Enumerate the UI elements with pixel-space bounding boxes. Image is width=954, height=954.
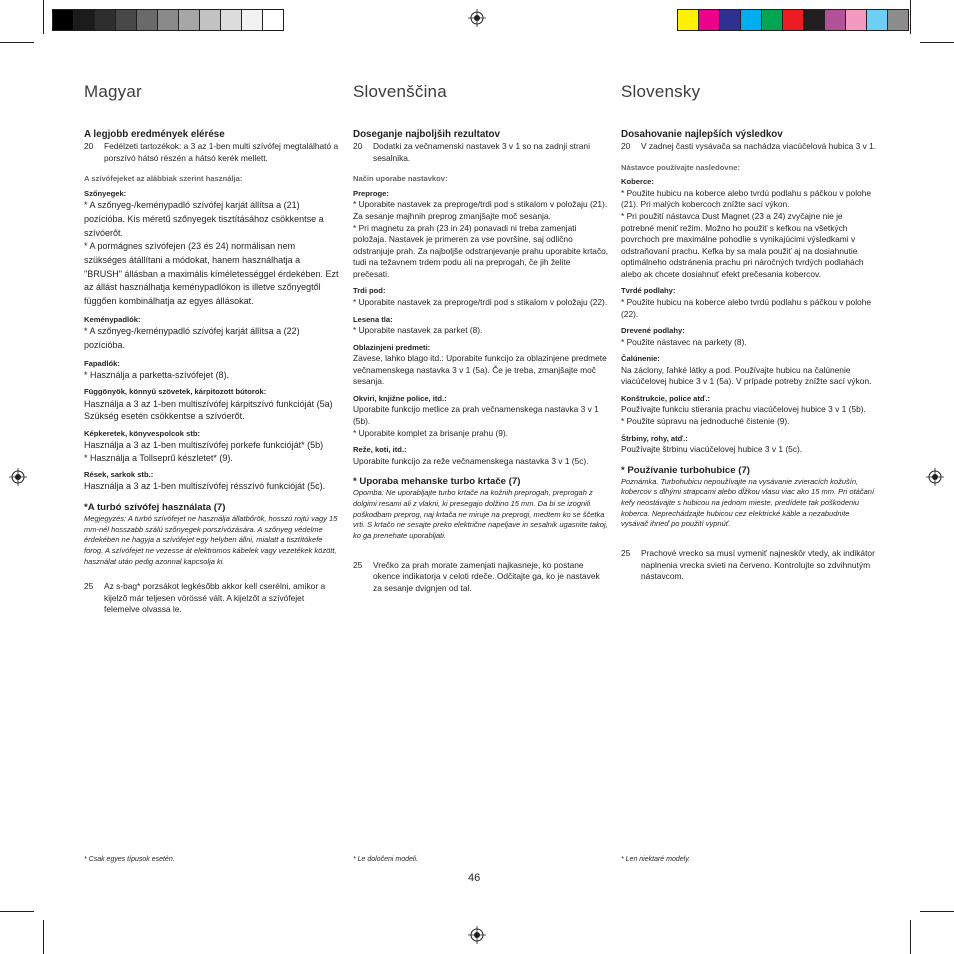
crop-mark <box>910 0 911 34</box>
turbo-heading: * Používanie turbohubice (7) <box>621 464 750 476</box>
nozzle-text: Szükség esetén csökkentse a szívóerőt. <box>84 411 245 422</box>
item-number: 20 <box>353 141 363 152</box>
registration-mark-icon <box>468 926 486 944</box>
crop-mark <box>0 42 34 43</box>
nozzle-text: Zavese, lahko blago itd.: Uporabite funkcijo za oblazinjene predmete večnamenskega nastavka 3 v 1 (5a). Če je treba, zmanjšajte moč sesanja. <box>353 353 607 387</box>
nozzle-text: * Uporabite nastavek za parket (8). <box>353 325 483 336</box>
nozzle-label: Drevené podlahy: <box>621 326 685 336</box>
footnote: * Csak egyes típusok esetén. <box>84 856 175 863</box>
nozzle-text: * Použite nástavec na parkety (8). <box>621 336 747 347</box>
color-swatch <box>73 9 95 31</box>
item-number: 25 <box>621 548 631 559</box>
nozzle-label: Fapadlók: <box>84 358 120 368</box>
nozzle-text: * A pormágnes szívófejen (23 és 24) normálisan nem szükséges átállítani a módokat, hanem használhatja a "BRUSH" állásban a maximális kíméletességgel érdekében. Ezt az állást használhatja keménypadlókon is illetve szőnyegtől függően kombinálhatja az egyes állásokat. <box>84 241 339 307</box>
turbo-note: Megjegyzés: A turbó szívófejet ne használja állatbőrök, hosszú rojtú vagy 15 mm-nél hosszabb szálú szőnyegek porszívózására. A szőnyeg védelme érdekében ne hagyja a szívófejet egy helyben állni, mialatt a tisztítókefe forog. A szívófejet ne vezesse át elektromos kábelek vagy vezetékek között, használat után pedig azonnal kapcsolja ki. <box>84 514 338 566</box>
color-swatch <box>803 9 825 31</box>
nozzle-label: Čalúnenie: <box>621 354 660 364</box>
nozzle-text: * Použite súpravu na jednoduché čistenie (9). <box>621 415 790 426</box>
item-number: 20 <box>84 141 94 152</box>
crop-mark <box>43 0 44 34</box>
color-swatch <box>719 9 741 31</box>
item-text: Dodatki za večnamenski nastavek 3 v 1 so na zadnji strani sesalnika. <box>373 141 590 163</box>
subheading: Nástavce používajte nasledovne: <box>621 162 741 172</box>
color-swatch <box>740 9 762 31</box>
numbered-item <box>84 581 340 616</box>
item-text: Vrečko za prah morate zamenjati najkasneje, ko postane okence indikatorja v celoti rdeče. Odčitajte ga, ko je nastavek za sesanje dvignjen od tal. <box>373 559 600 593</box>
nozzle-text: * Használja a parketta-szívófejet (8). <box>84 369 230 380</box>
color-swatch <box>199 9 221 31</box>
nozzle-text: Uporabite funkcijo metlice za prah večnamenskega nastavka 3 v 1 (5b). <box>353 404 599 426</box>
nozzle-text: * Pri magnetu za prah (23 in 24) ponavadi ni treba zamenjati položaja. Nastavek je primeren za vse površine, saj odlično odstranjuje prah. Za najboljše odstranjevanje prahu uporabite krtačo, tudi na težavnem trdem podu ali na preprogah, če jih želite prečesati. <box>353 222 609 279</box>
column-hungarian <box>84 80 340 616</box>
subheading: A szívófejeket az alábbiak szerint használja: <box>84 174 243 184</box>
turbo-heading: * Uporaba mehanske turbo krtače (7) <box>353 476 521 488</box>
nozzle-text: * Uporabite nastavek za preproge/trdi pod s stikalom v položaju (22). <box>353 296 608 307</box>
nozzle-label: Tvrdé podlahy: <box>621 286 676 296</box>
registration-mark-icon <box>926 468 944 486</box>
nozzle-text: * Pri použití nástavca Dust Magnet (23 a 24) zvyčajne nie je potrebné meniť režim. Možno ho použiť s kefkou na všetkých povrchoch pre maximálne pohodlie s vynikajúcimi výsledkami v odstraňovaní prachu. Kefka by sa mala použiť aj na dosiahnutie optimálneho odstránenia prachu pri náročných tvrdých podlahách alebo ak chcete dosiahnuť efekt prečesania kobercov. <box>621 210 864 279</box>
subheading: Način uporabe nastavkov: <box>353 174 448 184</box>
nozzle-label: Szőnyegek: <box>84 188 127 198</box>
registration-mark-icon <box>468 9 486 27</box>
color-swatch <box>866 9 888 31</box>
section-heading: Dosahovanie najlepších výsledkov <box>621 129 783 141</box>
crop-mark <box>910 920 911 954</box>
color-swatch <box>782 9 804 31</box>
color-swatch <box>241 9 263 31</box>
numbered-item <box>84 141 340 164</box>
nozzle-text: Na záclony, ľahké látky a pod. Používajte hubicu na čalúnenie viacúčelovej hubice 3 v 1 (5a). V prípade potreby znížte sací výkon. <box>621 364 872 387</box>
color-swatch <box>157 9 179 31</box>
item-number: 20 <box>621 141 631 152</box>
language-title: Slovenščina <box>353 82 447 101</box>
nozzle-label: Függönyök, könnyű szövetek, kárpitozott bútorok: <box>84 387 267 397</box>
nozzle-label: Konštrukcie, police atď.: <box>621 393 711 403</box>
nozzle-text: * A szőnyeg-/keménypadló szívófej karját állítsa a (22) pozícióba. <box>84 326 300 350</box>
item-number: 25 <box>353 559 363 570</box>
item-text: Prachové vrecko sa musí vymeniť najneskôr vtedy, ak indikátor naplnenia vrecka svieti na červeno. Kontrolujte so zdvihnutým nástavcom. <box>641 548 875 582</box>
nozzle-label: Trdi pod: <box>353 286 386 296</box>
color-swatch <box>136 9 158 31</box>
language-title: Magyar <box>84 82 142 101</box>
nozzle-label: Lesena tla: <box>353 314 393 324</box>
registration-mark-icon <box>9 468 27 486</box>
numbered-item <box>621 548 877 583</box>
nozzle-label: Reže, koti, itd.: <box>353 445 407 455</box>
nozzle-text: * Uporabite komplet za brisanje prahu (9). <box>353 427 509 438</box>
color-swatch <box>698 9 720 31</box>
numbered-item <box>621 141 877 153</box>
crop-mark <box>920 42 954 43</box>
nozzle-label: Preproge: <box>353 188 389 198</box>
footnote: * Len niektaré modely. <box>621 856 691 863</box>
turbo-heading: *A turbó szívófej használata (7) <box>84 501 226 513</box>
turbo-note: Opomba: Ne uporabljajte turbo krtače na kožnih preprogah, preprogah z dolgimi resami ali z vlakni, ki presegajo dolžino 15 mm. Da bi se izognili poškodbam preprog, naj krtača ne miruje na preprogi, medtem ko se ščetka vrti. S krtačo ne sesajte preko električne napeljave in sesalnik ugasnite takoj, ko ga prenehate uporabljati. <box>353 488 608 540</box>
nozzle-text: * Použite hubicu na koberce alebo tvrdú podlahu s páčkou v polohe (21). Pri malých kobercoch znížte sací výkon. <box>621 187 872 210</box>
nozzle-text: Uporabite funkcijo za reže večnamenskega nastavka 3 v 1 (5c). <box>353 455 589 466</box>
section-heading: A legjobb eredmények elérése <box>84 129 225 141</box>
color-swatch <box>824 9 846 31</box>
cmyk-color-bar <box>677 9 908 31</box>
language-title: Slovensky <box>621 82 701 101</box>
gray-color-bar <box>52 9 283 31</box>
nozzle-text: Használja a 3 az 1-ben multiszívófej kárpitszívó funkcióját (5a) <box>84 398 333 409</box>
crop-mark <box>0 911 34 912</box>
nozzle-label: Oblazinjeni predmeti: <box>353 342 431 352</box>
nozzle-label: Okviri, knjižne police, itd.: <box>353 393 447 403</box>
color-swatch <box>220 9 242 31</box>
nozzle-text: * Použite hubicu na koberce alebo tvrdú podlahu s páčkou v polohe (22). <box>621 296 872 319</box>
nozzle-label: Štrbiny, rohy, atď.: <box>621 433 688 443</box>
nozzle-label: Képkeretek, könyvespolcok stb: <box>84 428 201 438</box>
nozzle-text: * A szőnyeg-/keménypadló szívófej karját állítsa a (21) pozícióba. Kis méretű szőnyegek tisztításához csökkentse a szívóerőt. <box>84 200 324 238</box>
item-text: Az s-bag* porzsákot legkésőbb akkor kell cserélni, amikor a kijelző már teljesen vörössé vált. A kijelzőt a szívófejet felemelve olvassa le. <box>104 581 326 615</box>
color-swatch <box>178 9 200 31</box>
nozzle-text: * Használja a Tollseprű készletet* (9). <box>84 452 233 463</box>
column-slovenian <box>353 80 609 594</box>
nozzle-label: Keménypadlók: <box>84 314 141 324</box>
turbo-note: Poznámka. Turbohubicu nepoužívajte na vysávanie zvieracích kožušín, kobercov s dlhými strapcami alebo dĺžkou vlasu viac ako 15 mm. Pri otáčaní kefy neostávajte s hubicou na jednom mieste, predídete tak poškodeniu koberca. Neprechádzajte hubicou cez elektrické káble a nezabudnite vysávač ihneď po použití vypnúť. <box>621 476 875 529</box>
nozzle-text: Használja a 3 az 1-ben multiszívófej porkefe funkcióját* (5b) <box>84 440 324 451</box>
page-number: 46 <box>468 872 481 884</box>
nozzle-text: Používajte štrbinu viacúčelovej hubice 3 v 1 (5c). <box>621 443 803 454</box>
item-text: V zadnej časti vysávača sa nachádza viacúčelová hubica 3 v 1. <box>641 141 877 152</box>
item-text: Fedélzeti tartozékok: a 3 az 1-ben multi szívófej megtalálható a porszívó hátsó részén a hátsó kerék mellett. <box>104 141 339 163</box>
nozzle-label: Koberce: <box>621 177 654 187</box>
nozzle-text: Používajte funkciu stierania prachu viacúčelovej hubice 3 v 1 (5b). <box>621 404 866 415</box>
nozzle-label: Rések, sarkok stb.: <box>84 469 154 479</box>
color-swatch <box>52 9 74 31</box>
color-swatch <box>94 9 116 31</box>
nozzle-text: * Uporabite nastavek za preproge/trdi pod s stikalom v položaju (21). Za sesanje majhnih preprog zmanjšajte moč sesanja. <box>353 199 608 221</box>
crop-mark <box>43 920 44 954</box>
section-heading: Doseganje najboljših rezultatov <box>353 129 500 141</box>
numbered-item <box>353 141 609 164</box>
footnote: * Le določeni modeli. <box>353 856 418 863</box>
item-number: 25 <box>84 581 94 592</box>
color-swatch <box>761 9 783 31</box>
color-swatch <box>845 9 867 31</box>
column-slovak <box>621 80 877 583</box>
color-swatch <box>262 9 284 31</box>
numbered-item <box>353 560 609 595</box>
color-swatch <box>677 9 699 31</box>
color-swatch <box>115 9 137 31</box>
nozzle-text: Használja a 3 az 1-ben multiszívófej résszívó funkcióját (5c). <box>84 481 326 492</box>
color-swatch <box>887 9 909 31</box>
crop-mark <box>920 911 954 912</box>
